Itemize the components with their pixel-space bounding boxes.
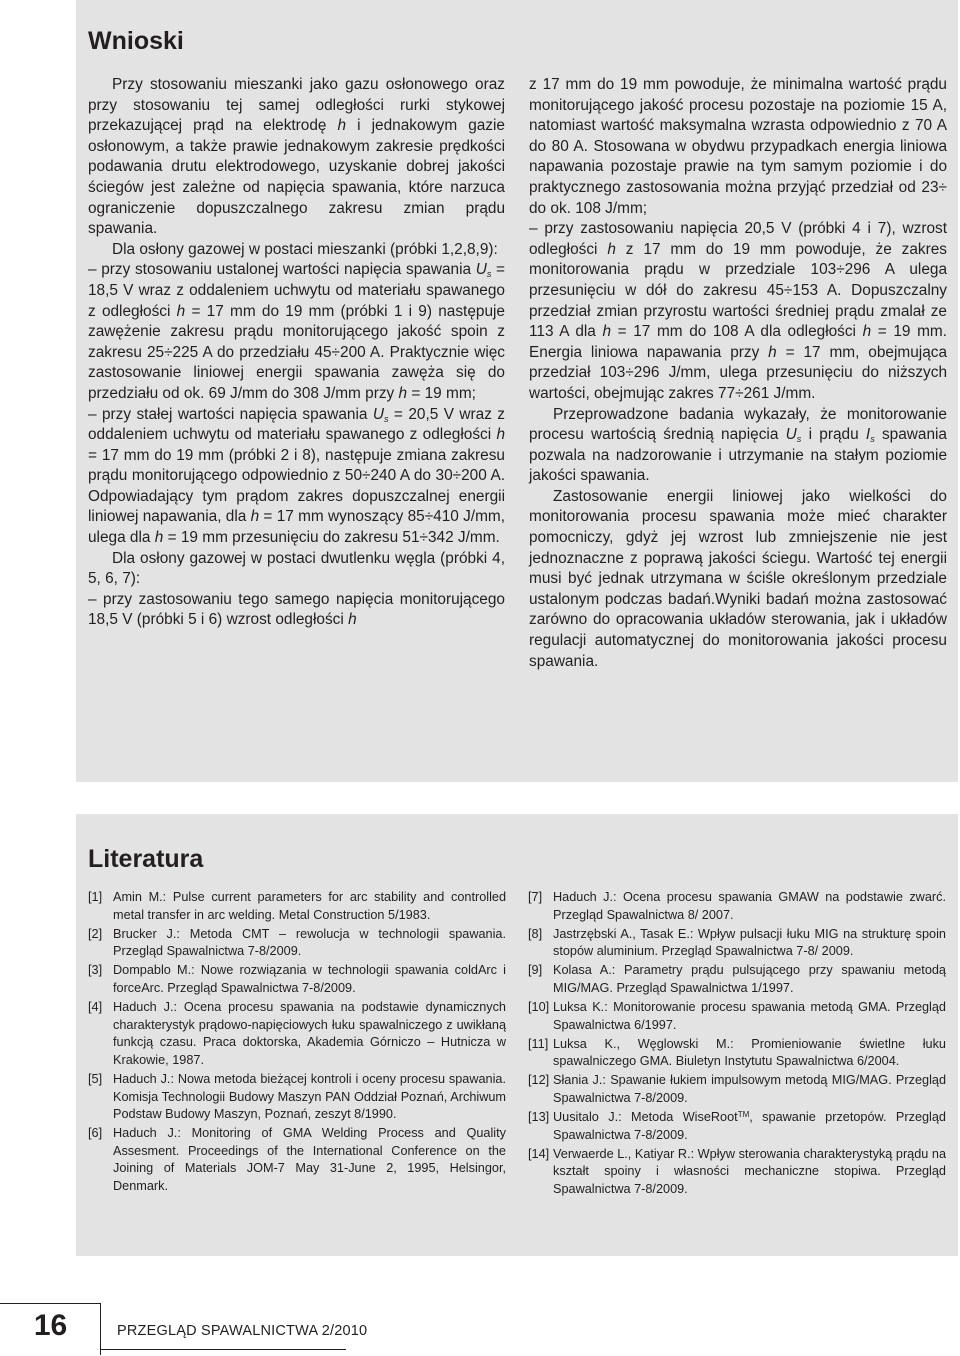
- reference-item: [5] Haduch J.: Nowa metoda bieżącej kontroli i oceny procesu spawania. Komisja Technologii Budowy Maszyn PAN Oddział Poznań, Archiwum Podstaw Budowy Maszyn, Poznań, zeszyt 8/1990.: [88, 1071, 506, 1122]
- reference-item: [14] Verwaerde L., Katiyar R.: Wpływ sterowania charakterystyką prądu na kształt spoiny i własności mechaniczne stopiwa. Przegląd Spawalnictwa 7-8/2009.: [528, 1146, 946, 1196]
- paragraph: Przeprowadzone badania wykazały, że monitorowanie procesu wartością średnią napięcia $U_s$ i prądu $I_s$ spawania pozwala na nadzorowanie i utrzymanie na stałym poziomie jakości spawania.: [529, 405, 947, 485]
- footer-rule: [101, 1349, 346, 1350]
- reference-item: [11] Luksa K., Węglowski M.: Promieniowanie świetlne łuku spawalniczego GMA. Biuletyn Instytutu Spawalnictwa 6/2004.: [528, 1036, 946, 1069]
- reference-item: [4] Haduch J.: Ocena procesu spawania na podstawie dynamicznych charakterystyk prądowo-napięciowych łuku spawalniczego z uwikłaną funkcją czasu. Praca doktorska, Akademia Górniczo – Hutnicza w Krakowie, 1987.: [88, 1000, 506, 1067]
- reference-item: [10] Luksa K.: Monitorowanie procesu spawania metodą GMA. Przegląd Spawalnictwa 6/1997.: [528, 1000, 946, 1032]
- references-left-column: [88, 889, 506, 1197]
- paragraph: z 17 mm do 19 mm powoduje, że minimalna wartość prądu monitorującego jakość procesu pozostaje na poziomie 15 A, natomiast wartość maksymalna wzrasta odpowiednio z 70 A do 80 A. Stosowana w obydwu przypadkach energia liniowa napawania pozostaje prawie na tym samym poziomie i do praktycznego zastosowania można przyjąć przedział od 23÷ do ok. 108 J/mm;: [529, 76, 947, 217]
- page-number: 16: [33, 1309, 68, 1342]
- reference-item: [8] Jastrzębski A., Tasak E.: Wpływ pulsacji łuku MIG na strukturę spoin stopów aluminium. Przegląd Spawalnictwa 7-8/ 2009.: [528, 926, 946, 959]
- paragraph: – przy zastosowaniu napięcia 20,5 V (próbki 4 i 7), wzrost odległości h z 17 mm do 19 mm powoduje, że zakres monitorowania prądu w przedziale 103÷296 A ulega przesunięciu w dół do zakresu 45÷153 A. Dopuszczalny przedział zmian przyrostu wartości średniej prądu zmalał ze 113 A dla h = 17 mm do 108 A dla odległości h = 19 mm. Energia liniowa napawania przy h = 17 mm, obejmująca przedział 103÷296 J/mm, ulega przesunięciu do niższych wartości, obejmując zakres 77÷261 J/mm.: [529, 220, 948, 402]
- journal-name: PRZEGLĄD SPAWALNICTWA 2/2010: [117, 1323, 368, 1339]
- paragraph: Dla osłony gazowej w postaci dwutlenku węgla (próbki 4, 5, 6, 7):: [88, 549, 505, 588]
- reference-item: [6] Haduch J.: Monitoring of GMA Welding Process and Quality Assesment. Proceedings of the International Conference on the Joining of Materials JOM-7 May 31-June 2, 1995, Helsingor, Denmark.: [88, 1126, 506, 1193]
- paragraph: – przy stosowaniu ustalonej wartości napięcia spawania $U_s = 18,5$ V wraz z oddaleniem uchwytu od materiału spawanego z odległości h = 17 mm do 19 mm (próbki 1 i 9) następuje zawężenie zakresu prądu monitorującego jakość spoin z zakresu 25÷225 A do przedziału 45÷200 A. Praktycznie więc zastosowanie liniowej energii spawania zawęża się do przedziału od ok. 69 J/mm do 308 J/mm przy h = 19 mm;: [88, 261, 505, 402]
- paragraph: – przy zastosowaniu tego samego napięcia monitorującego 18,5 V (próbki 5 i 6) wzrost odległości h: [88, 590, 505, 629]
- references-heading: Literatura: [88, 845, 204, 873]
- reference-item: [9] Kolasa A.: Parametry prądu pulsującego przy spawaniu metodą MIG/MAG. Przegląd Spawalnictwa 1/1997.: [528, 963, 946, 995]
- reference-item: [7] Haduch J.: Ocena procesu spawania GMAW na podstawie zwarć. Przegląd Spawalnictwa 8/ 2007.: [528, 890, 946, 922]
- conclusions-right-column: [529, 75, 947, 672]
- reference-item: [3] Dompablo M.: Nowe rozwiązania w technologii spawania coldArc i forceArc. Przegląd Spawalnictwa 7-8/2009.: [88, 963, 506, 995]
- paragraph: Dla osłony gazowej w postaci mieszanki (próbki 1,2,8,9):: [112, 240, 498, 258]
- paragraph: – przy stałej wartości napięcia spawania $U_s = 20,5$ V wraz z oddaleniem uchwytu od materiału spawanego z odległości h = 17 mm do 19 mm (próbki 2 i 8), następuje zmiana zakresu prądu monitorującego odpowiednio z 50÷240 A do 30÷200 A. Odpowiadający tym prądom zakres dopuszczalnej energii liniowej napawania, dla h = 17 mm wynoszący 85÷410 J/mm, ulega dla h = 19 mm przesunięciu do zakresu 51÷342 J/mm.: [88, 405, 506, 547]
- reference-item: [1] Amin M.: Pulse current parameters for arc stability and controlled metal transfer in arc welding. Metal Construction 5/1983.: [88, 890, 506, 922]
- reference-item: [13] Uusitalo J.: Metoda WiseRoot™, spawanie przetopów. Przegląd Spawalnictwa 7-8/2009.: [528, 1110, 946, 1142]
- conclusions-heading: Wnioski: [88, 27, 184, 55]
- reference-item: [2] Brucker J.: Metoda CMT – rewolucja w technologii spawania. Przegląd Spawalnictwa 7-8/2009.: [88, 926, 506, 959]
- reference-item: [12] Słania J.: Spawanie łukiem impulsowym metodą MIG/MAG. Przegląd Spawalnictwa 7-8/2009.: [528, 1073, 946, 1106]
- paragraph: Zastosowanie energii liniowej jako wielkości do monitorowania procesu spawania może mieć charakter pomocniczy, gdyż jej wzrost lub zmniejszenie nie jest jednoznaczne z poprawą jakości ściegu. Wartość tej energii musi być jednak utrzymana w ściśle określonym przedziale ustalonym podczas badań.Wyniki badań można zastosować zarówno do opracowania układów sterowania, jak i układów regulacji automatycznej do monitorowania jakości procesu spawania.: [529, 487, 947, 670]
- references-right-column: [528, 889, 946, 1200]
- conclusions-left-column: [88, 75, 505, 631]
- paragraph: Przy stosowaniu mieszanki jako gazu osłonowego oraz przy stosowaniu tej samej odległości rurki stykowej przekazującej prąd na elektrodę h i jednakowym gazie osłonowym, a także prawie jednakowym zakresie prędkości podawania drutu elektrodowego, uzyskanie dobrej jakości ściegów jest zależne od napięcia spawania, które narzuca ograniczenie dopuszczalnego zakresu zmian prądu spawania.: [88, 76, 505, 238]
